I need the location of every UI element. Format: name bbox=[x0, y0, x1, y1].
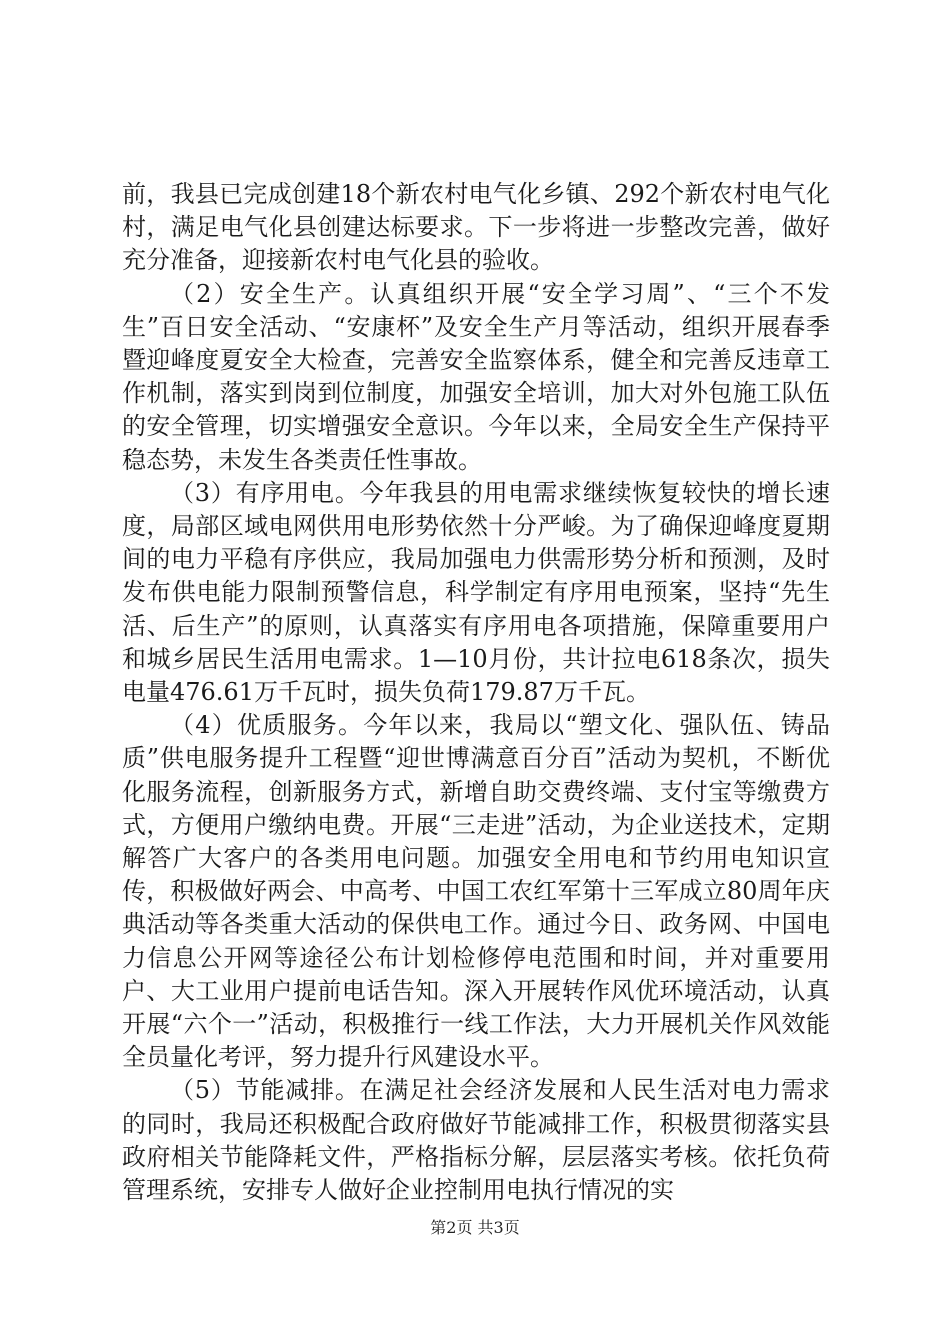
paragraph-quality-service: （4）优质服务。今年以来，我局以“塑文化、强队伍、铸品质”供电服务提升工程暨“迎世博满意百分百”活动为契机，不断优化服务流程，创新服务方式，新增自助交费终端、支付宝等缴费方式，方便用户缴纳电费。开展“三走进”活动，为企业送技术，定期解答广大客户的各类用电问题。加强安全用电和节约用电知识宣传，积极做好两会、中高考、中国工农红军第十三军成立80周年庆典活动等各类重大活动的保供电工作。通过今日、政务网、中国电力信息公开网等途径公布计划检修停电范围和时间，并对重要用户、大工业用户提前电话告知。深入开展转作风优环境活动，认真开展“六个一”活动，积极推行一线工作法，大力开展机关作风效能全员量化考评，努力提升行风建设水平。 bbox=[122, 711, 830, 1072]
paragraph-energy-saving: （5）节能减排。在满足社会经济发展和人民生活对电力需求的同时，我局还积极配合政府做好节能减排工作，积极贯彻落实县政府相关节能降耗文件，严格指标分解，层层落实考核。依托负荷管理系统，安排专人做好企业控制用电执行情况的实 bbox=[122, 1076, 830, 1205]
document-body bbox=[122, 178, 830, 1207]
paragraph-orderly-power-use: （3）有序用电。今年我县的用电需求继续恢复较快的增长速度，局部区域电网供用电形势依然十分严峻。为了确保迎峰度夏期间的电力平稳有序供应，我局加强电力供需形势分析和预测，及时发布供电能力限制预警信息，科学制定有序用电预案，坚持“先生活、后生产”的原则，认真落实有序用电各项措施，保障重要用户和城乡居民生活用电需求。1—10月份，共计拉电618条次，损失电量476.61万千瓦时，损失负荷179.87万千瓦。 bbox=[122, 478, 830, 707]
paragraph-safety-production: （2）安全生产。认真组织开展“安全学习周”、“三个不发生”百日安全活动、“安康杯”及安全生产月等活动，组织开展春季暨迎峰度夏安全大检查，完善安全监察体系，健全和完善反违章工作机制，落实到岗到位制度，加强安全培训，加大对外包施工队伍的安全管理，切实增强安全意识。今年以来，全局安全生产保持平稳态势，未发生各类责任性事故。 bbox=[122, 279, 830, 474]
paragraph-continuation: 前，我县已完成创建18个新农村电气化乡镇、292个新农村电气化村，满足电气化县创建达标要求。下一步将进一步整改完善，做好充分准备，迎接新农村电气化县的验收。 bbox=[122, 180, 830, 275]
page-footer: 第2页 共3页 bbox=[430, 1218, 520, 1237]
